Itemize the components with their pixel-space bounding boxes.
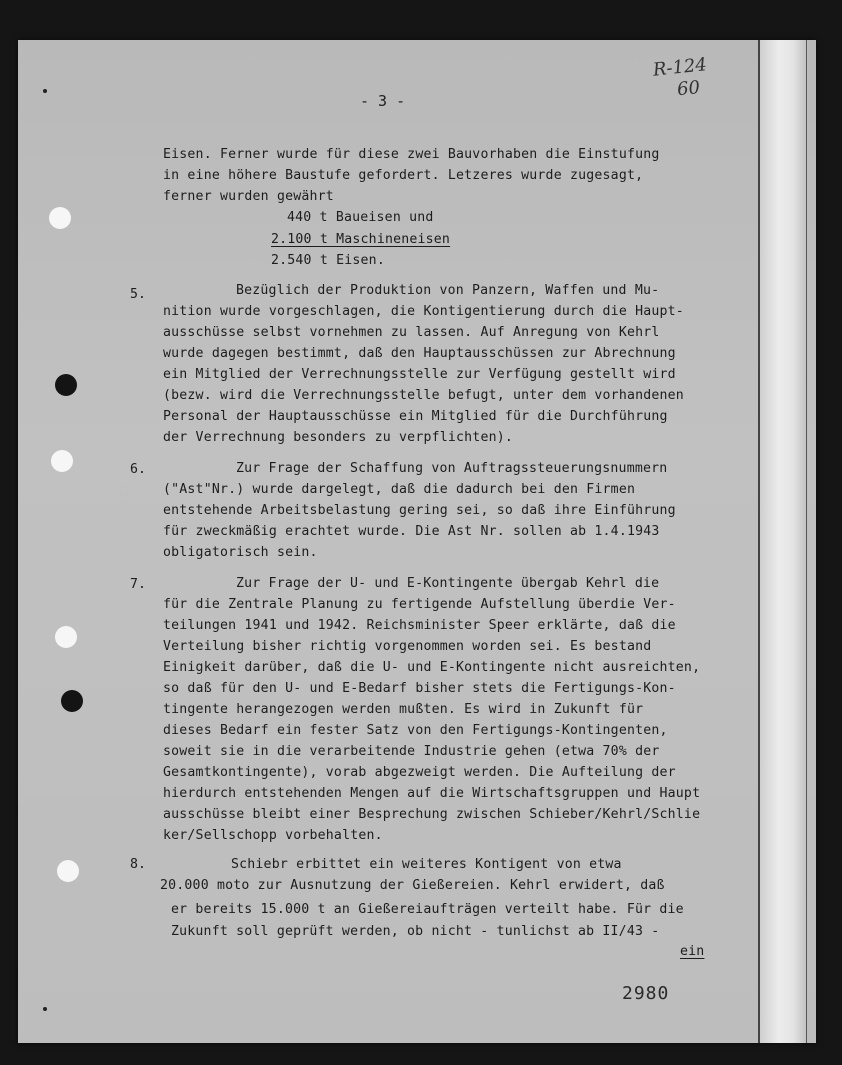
page-number: - 3 - bbox=[360, 92, 406, 110]
punch-hole bbox=[49, 207, 71, 229]
text-line: Zur Frage der U- und E-Kontingente übergab Kehrl die bbox=[236, 576, 660, 591]
text-line: teilungen 1941 und 1942. Reichsminister Speer erklärte, daß die bbox=[163, 618, 676, 633]
punch-hole bbox=[51, 450, 73, 472]
page-edge-line-outer bbox=[806, 40, 807, 1043]
text-line: ausschüsse selbst vornehmen zu lassen. Auf Anregung von Kehrl bbox=[163, 325, 660, 340]
punch-hole bbox=[55, 374, 77, 396]
text-line: Schiebr erbittet ein weiteres Kontigent von etwa bbox=[231, 857, 622, 872]
text-line: Eisen. Ferner wurde für diese zwei Bauvorhaben die Einstufung bbox=[163, 147, 660, 162]
item-number: 8. bbox=[130, 857, 146, 872]
text-line: Einigkeit darüber, daß die U- und E-Kontingente nicht ausreichten, bbox=[163, 660, 701, 675]
text-line: ("Ast"Nr.) wurde dargelegt, daß die dadurch bei den Firmen bbox=[163, 482, 636, 497]
punch-hole bbox=[57, 860, 79, 882]
text-line: er bereits 15.000 t an Gießereiaufträgen verteilt habe. Für die bbox=[171, 902, 684, 917]
page-edge-strip bbox=[760, 40, 808, 1043]
text-line: Zukunft soll geprüft werden, ob nicht - tunlichst ab II/43 - bbox=[171, 924, 660, 939]
text-line: nition wurde vorgeschlagen, die Kontigentierung durch die Haupt- bbox=[163, 304, 684, 319]
text-line: für zweckmäßig erachtet wurde. Die Ast Nr. sollen ab 1.4.1943 bbox=[163, 524, 660, 539]
handwritten-annotation bbox=[652, 52, 726, 103]
item-number: 5. bbox=[130, 287, 146, 302]
punch-hole bbox=[61, 690, 83, 712]
text-line: tingente herangezogen werden mußten. Es wird in Zukunft für bbox=[163, 702, 644, 717]
annotation-line: R-124 bbox=[651, 54, 708, 81]
text-line: 2.100 t Maschineneisen bbox=[271, 232, 451, 247]
text-line: ein bbox=[680, 944, 705, 959]
text-line: Bezüglich der Produktion von Panzern, Waffen und Mu- bbox=[236, 283, 660, 298]
text-line: 440 t Baueisen und bbox=[287, 210, 434, 225]
text-line: ein Mitglied der Verrechnungsstelle zur Verfügung gestellt wird bbox=[163, 367, 676, 382]
text-line: für die Zentrale Planung zu fertigende Aufstellung überdie Ver- bbox=[163, 597, 676, 612]
speck bbox=[43, 1007, 47, 1011]
text-line: wurde dagegen bestimmt, daß den Hauptausschüssen zur Abrechnung bbox=[163, 346, 676, 361]
text-line: ker/Sellschopp vorbehalten. bbox=[163, 828, 383, 843]
text-line: ferner wurden gewährt bbox=[163, 189, 334, 204]
text-line: hierdurch entstehenden Mengen auf die Wirtschaftsgruppen und Haupt bbox=[163, 786, 701, 801]
text-line: Gesamtkontingente), vorab abgezweigt werden. Die Aufteilung der bbox=[163, 765, 676, 780]
text-line: entstehende Arbeitsbelastung gering sei, so daß ihre Einführung bbox=[163, 503, 676, 518]
page-edge-line bbox=[758, 40, 760, 1043]
text-line: soweit sie in die verarbeitende Industrie gehen (etwa 70% der bbox=[163, 744, 660, 759]
text-line: Zur Frage der Schaffung von Auftragssteuerungsnummern bbox=[236, 461, 668, 476]
speck bbox=[43, 89, 47, 93]
text-line: 20.000 moto zur Ausnutzung der Gießereien. Kehrl erwidert, daß bbox=[160, 878, 665, 893]
text-line: dieses Bedarf ein fester Satz von den Fertigungs-Kontingenten, bbox=[163, 723, 668, 738]
item-number: 7. bbox=[130, 577, 146, 592]
text-line: Verteilung bisher richtig vorgenommen worden sei. Es bestand bbox=[163, 639, 652, 654]
text-line: 2.540 t Eisen. bbox=[271, 253, 385, 268]
text-line: in eine höhere Baustufe gefordert. Letzeres wurde zugesagt, bbox=[163, 168, 644, 183]
text-line: der Verrechnung besonders zu verpflichten). bbox=[163, 430, 514, 445]
annotation-line: 60 bbox=[676, 76, 702, 101]
punch-hole bbox=[55, 626, 77, 648]
text-line: obligatorisch sein. bbox=[163, 545, 318, 560]
text-line: Personal der Hauptausschüsse ein Mitglied für die Durchführung bbox=[163, 409, 668, 424]
item-number: 6. bbox=[130, 462, 146, 477]
text-line: (bezw. wird die Verrechnungsstelle befugt, unter dem vorhandenen bbox=[163, 388, 684, 403]
text-line: ausschüsse bleibt einer Besprechung zwischen Schieber/Kehrl/Schlie bbox=[163, 807, 701, 822]
archive-stamp-number: 2980 bbox=[622, 983, 670, 1004]
text-line: so daß für den U- und E-Bedarf bisher stets die Fertigungs-Kon- bbox=[163, 681, 676, 696]
